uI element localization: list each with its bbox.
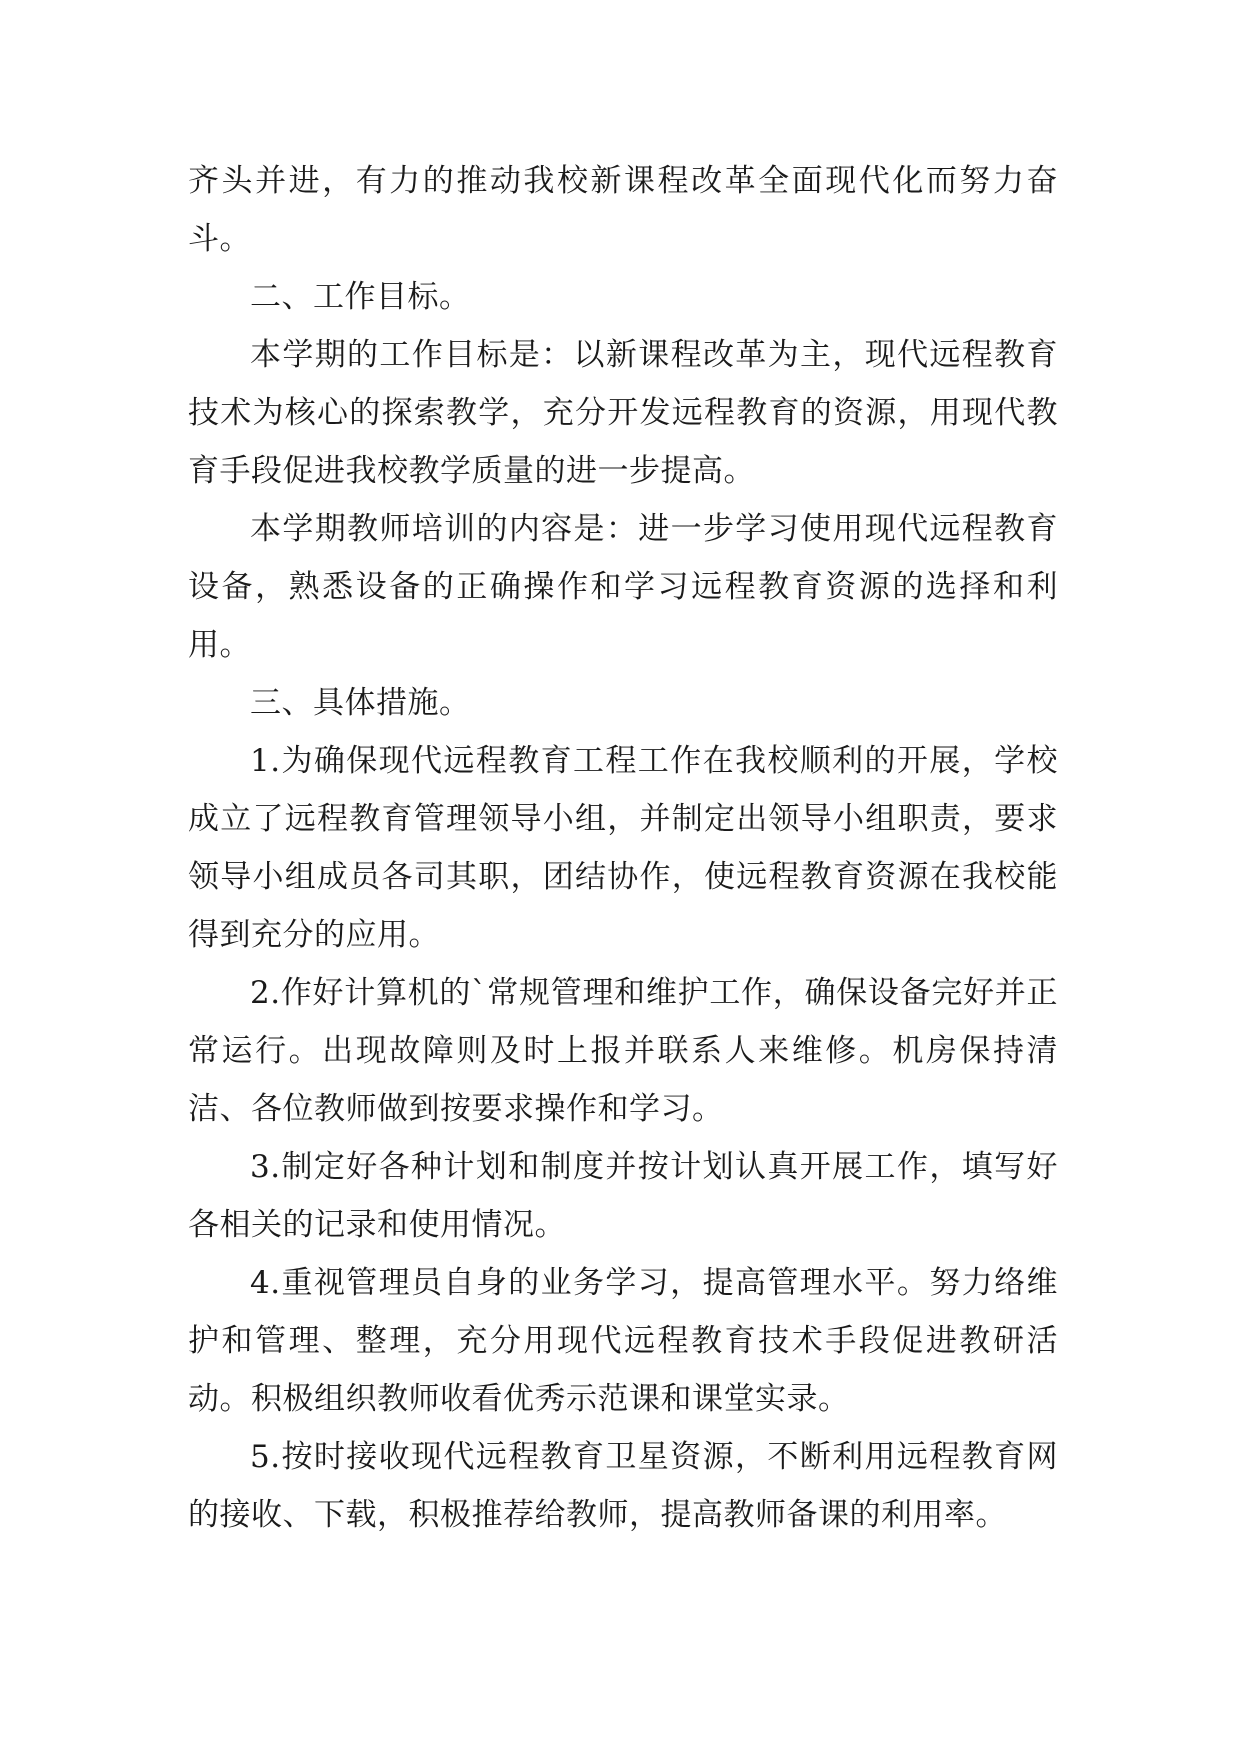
paragraph-continuation: 齐头并进，有力的推动我校新课程改革全面现代化而努力奋斗。 — [188, 163, 1058, 257]
document-body — [188, 152, 1058, 1544]
section-heading-measures: 三、具体措施。 — [250, 685, 471, 721]
measure-item-2: 2.作好计算机的`常规管理和维护工作，确保设备完好并正常运行。出现故障则及时上报并联系人来维修。机房保持清洁、各位教师做到按要求操作和学习。 — [188, 975, 1058, 1127]
paragraph-training: 本学期教师培训的内容是：进一步学习使用现代远程教育设备，熟悉设备的正确操作和学习远程教育资源的选择和利用。 — [188, 511, 1058, 663]
measure-item-4: 4.重视管理员自身的业务学习，提高管理水平。努力络维护和管理、整理，充分用现代远程教育技术手段促进教研活动。积极组织教师收看优秀示范课和课堂实录。 — [188, 1265, 1058, 1417]
measure-item-5: 5.按时接收现代远程教育卫星资源，不断利用远程教育网的接收、下载，积极推荐给教师，提高教师备课的利用率。 — [188, 1439, 1058, 1533]
measure-item-3: 3.制定好各种计划和制度并按计划认真开展工作，填写好各相关的记录和使用情况。 — [188, 1149, 1058, 1243]
measure-item-1: 1.为确保现代远程教育工程工作在我校顺利的开展，学校成立了远程教育管理领导小组，并制定出领导小组职责，要求领导小组成员各司其职，团结协作，使远程教育资源在我校能得到充分的应用。 — [188, 743, 1058, 953]
paragraph-goals: 本学期的工作目标是：以新课程改革为主，现代远程教育技术为核心的探索教学，充分开发远程教育的资源，用现代教育手段促进我校教学质量的进一步提高。 — [188, 337, 1058, 489]
section-heading-goals: 二、工作目标。 — [250, 279, 471, 315]
